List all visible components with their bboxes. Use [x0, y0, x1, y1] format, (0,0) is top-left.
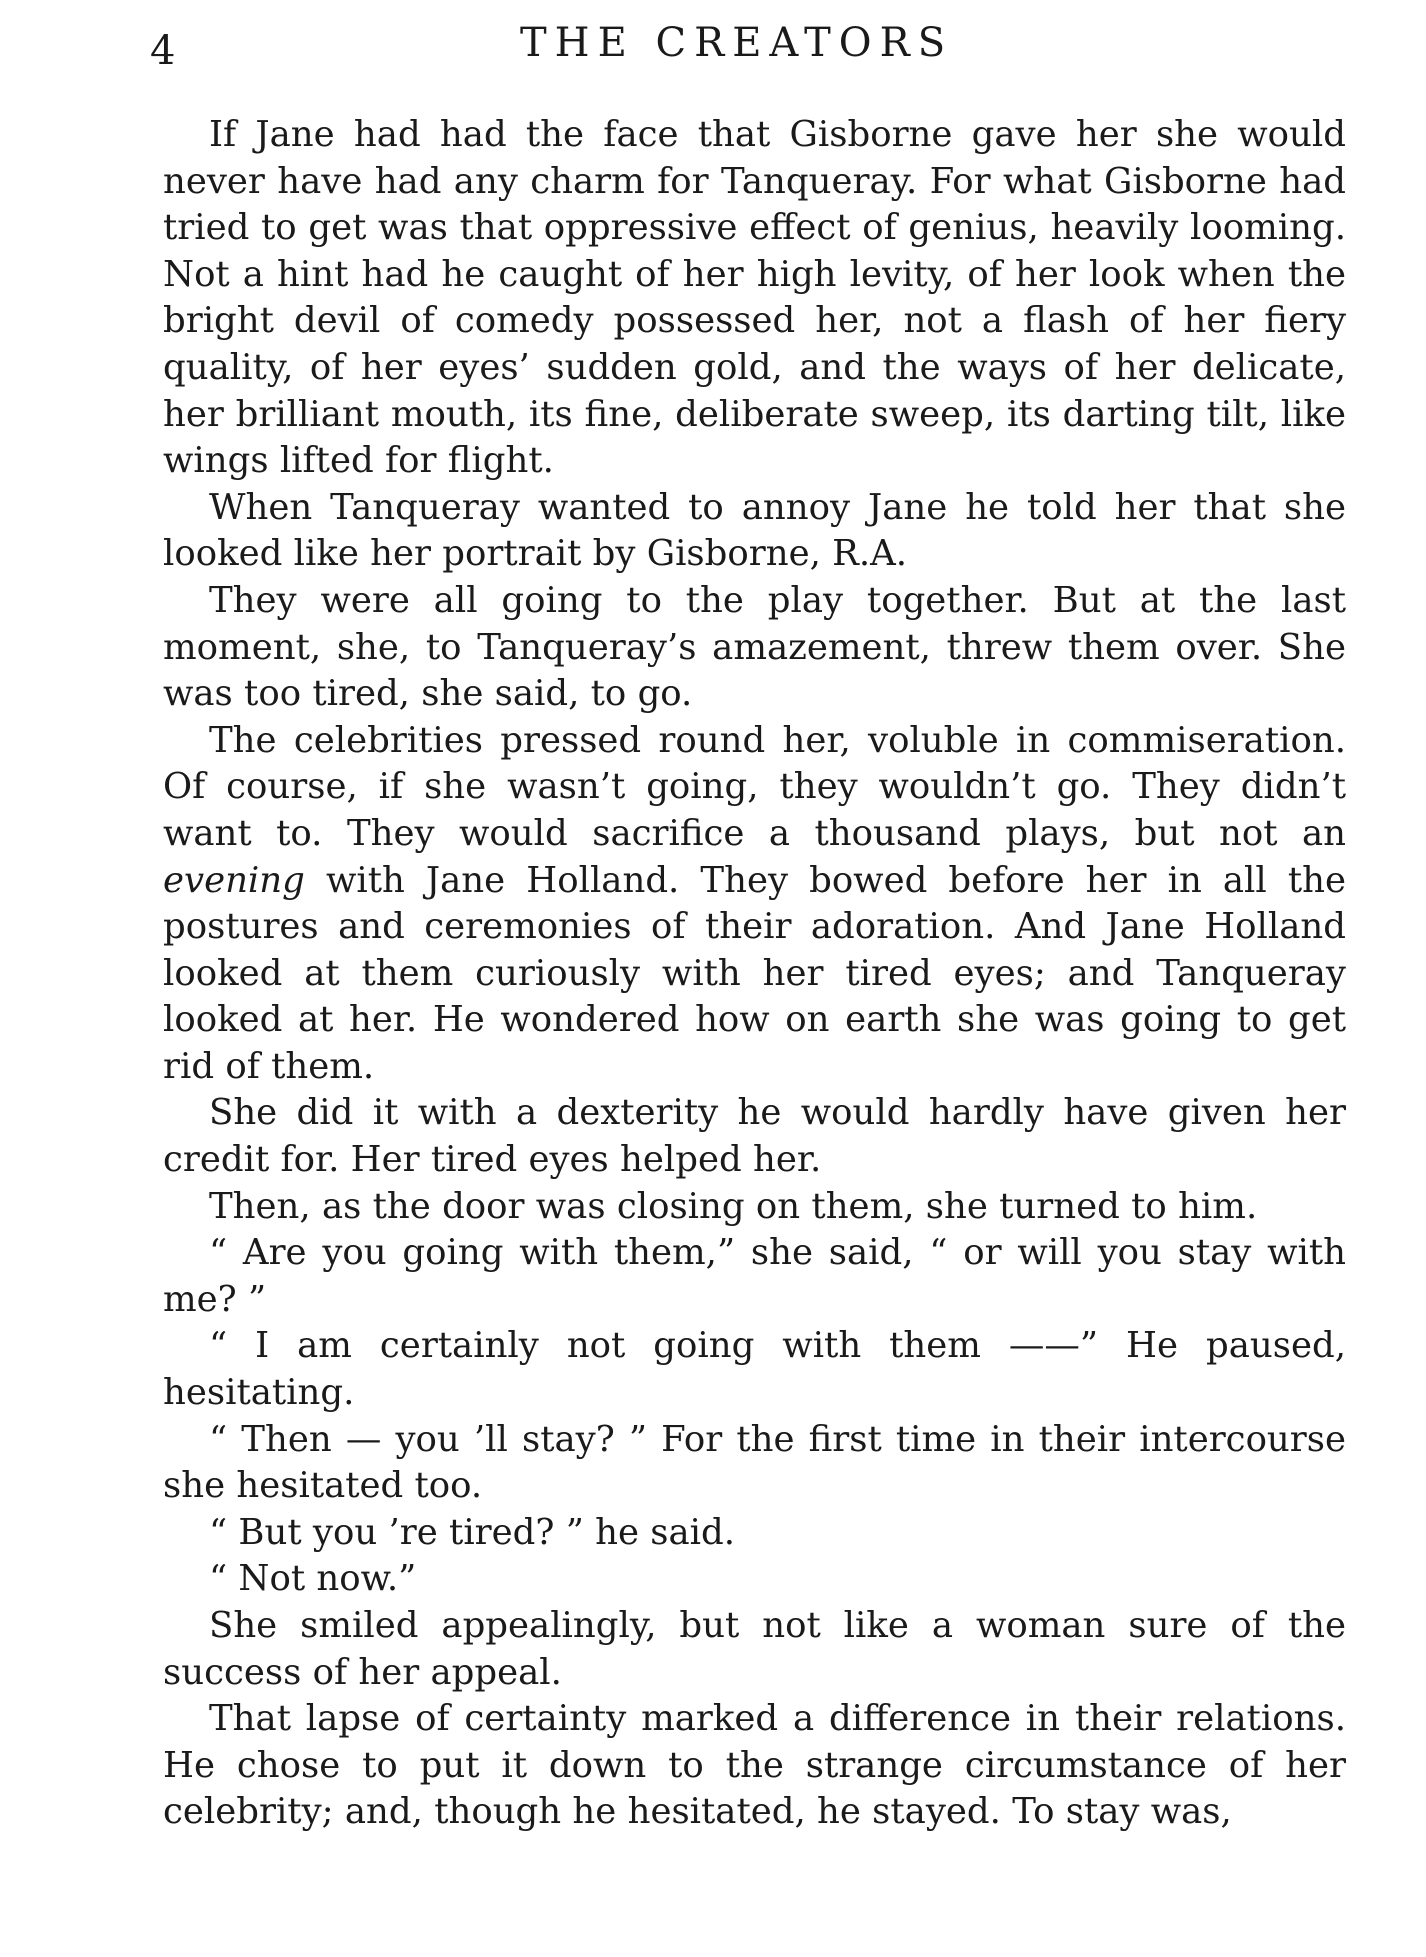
paragraph-4-text: The celebrities pressed round her, voluble in commiseration. Of course, if she wasn’t going, they wouldn’t go. They didn’t want to. They would sacrifice a thousand plays, but not an: [163, 719, 1346, 854]
page-number: 4: [150, 28, 176, 74]
running-title: THE CREATORS: [520, 20, 954, 66]
paragraph-5: She did it with a dexterity he would hardly have given her credit for. Her tired eyes helped her.: [163, 1092, 1346, 1181]
body-text: [163, 112, 1346, 1836]
paragraph-7: “ Are you going with them,” she said, “ or will you stay with me? ”: [163, 1232, 1346, 1320]
paragraph-4-rest: with Jane Holland. They bowed before her in all the postures and ceremonies of their adoration. And Jane Holland looked at them curiously with her tired eyes; and Tanqueray looked at her. He wondered how on earth she was going to get rid of them.: [163, 859, 1346, 1087]
paragraph-11: “ Not now.”: [209, 1558, 417, 1600]
paragraph-8: “ I am certainly not going with them ——” He paused, hesitating.: [163, 1325, 1346, 1414]
paragraph-12: She smiled appealingly, but not like a woman sure of the success of her appeal.: [163, 1605, 1346, 1693]
paragraph-6: Then, as the door was closing on them, she turned to him.: [209, 1185, 1258, 1227]
paragraph-3: They were all going to the play together. But at the last moment, she, to Tanqueray’s amazement, threw them over. She was too tired, she said, to go.: [163, 579, 1346, 715]
paragraph-2: When Tanqueray wanted to annoy Jane he told her that she looked like her portrait by Gisborne, R.A.: [163, 486, 1346, 575]
paragraph-4: [163, 718, 1346, 1091]
paragraph-9: “ Then — you ’ll stay? ” For the first time in their intercourse she hesitated too.: [163, 1418, 1346, 1507]
page-header: [0, 20, 1426, 80]
paragraph-10: “ But you ’re tired? ” he said.: [209, 1511, 736, 1553]
emphasis-evening: evening: [163, 859, 305, 901]
paragraph-13: That lapse of certainty marked a difference in their relations. He chose to put it down to the strange circumstance of her celebrity; and, though he hesitated, he stayed. To stay was,: [163, 1698, 1346, 1833]
paragraph-1: If Jane had had the face that Gisborne gave her she would never have had any charm for Tanqueray. For what Gisborne had tried to get was that oppressive effect of genius, heavily looming. Not a hint had he caught of her high levity, of her look when the bright devil of comedy possessed her, not a flash of her fiery quality, of her eyes’ sudden gold, and the ways of her delicate, her brilliant mouth, its fine, deliberate sweep, its darting tilt, like wings lifted for flight.: [163, 114, 1346, 482]
